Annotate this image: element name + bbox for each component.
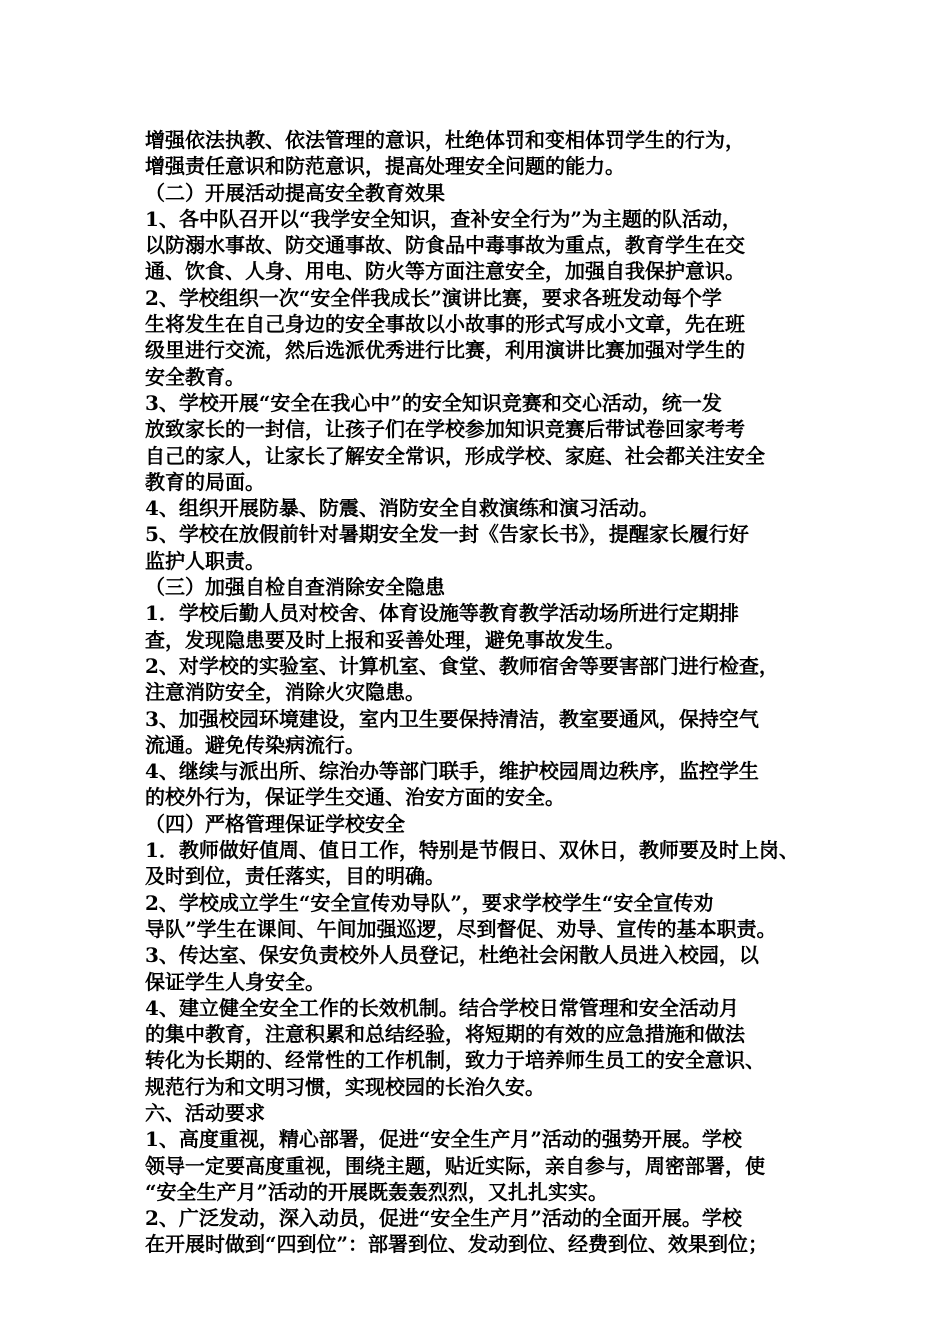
text-line: 级里进行交流，然后选派优秀进行比赛，利用演讲比赛加强对学生的 xyxy=(145,338,745,363)
section-heading: （四）严格管理保证学校安全 xyxy=(145,811,405,836)
section-heading: （三）加强自检自查消除安全隐患 xyxy=(145,575,445,600)
text-line: 流通。避免传染病流行。 xyxy=(145,732,365,757)
text-line: 保证学生人身安全。 xyxy=(145,969,325,994)
text-line: 增强责任意识和防范意识，提高处理安全问题的能力。 xyxy=(145,154,625,179)
section-heading: （二）开展活动提高安全教育效果 xyxy=(145,180,445,205)
text-line: 1．教师做好值周、值日工作，特别是节假日、双休日，教师要及时上岗、 xyxy=(145,838,799,863)
text-line: 规范行为和文明习惯，实现校园的长治久安。 xyxy=(145,1074,545,1099)
text-line: 3、加强校园环境建设，室内卫生要保持清洁，教室要通风，保持空气 xyxy=(145,706,759,731)
text-line: 在开展时做到“四到位”：部署到位、发动到位、经费到位、效果到位； xyxy=(145,1232,769,1257)
text-line: 自己的家人，让家长了解安全常识，形成学校、家庭、社会都关注安全 xyxy=(145,443,765,468)
text-line: 注意消防安全，消除火灾隐患。 xyxy=(145,680,425,705)
text-line: 以防溺水事故、防交通事故、防食品中毒事故为重点，教育学生在交 xyxy=(145,233,745,258)
section-heading: 六、活动要求 xyxy=(145,1100,265,1125)
text-line: 2、学校组织一次“安全伴我成长”演讲比赛，要求各班发动每个学 xyxy=(145,285,722,310)
text-line: 3、学校开展“安全在我心中”的安全知识竞赛和交心活动，统一发 xyxy=(145,390,722,415)
document-body xyxy=(145,127,835,1258)
text-line: 1．学校后勤人员对校舍、体育设施等教育教学活动场所进行定期排 xyxy=(145,601,739,626)
text-line: 2、学校成立学生“安全宣传劝导队”，要求学校学生“安全宣传劝 xyxy=(145,890,714,915)
text-line: 放致家长的一封信，让孩子们在学校参加知识竞赛后带试卷回家考考 xyxy=(145,417,745,442)
text-line: 2、对学校的实验室、计算机室、食堂、教师宿舍等要害部门进行检查， xyxy=(145,653,779,678)
text-line: 生将发生在自己身边的安全事故以小故事的形式写成小文章，先在班 xyxy=(145,312,745,337)
text-line: 转化为长期的、经常性的工作机制，致力于培养师生员工的安全意识、 xyxy=(145,1048,765,1073)
text-line: 导队”学生在课间、午间加强巡逻，尽到督促、劝导、宣传的基本职责。 xyxy=(145,916,777,941)
text-line: 查，发现隐患要及时上报和妥善处理，避免事故发生。 xyxy=(145,627,625,652)
text-line: 增强依法执教、依法管理的意识，杜绝体罚和变相体罚学生的行为， xyxy=(145,128,745,152)
text-line: 的集中教育，注意积累和总结经验，将短期的有效的应急措施和做法 xyxy=(145,1022,745,1047)
text-line: 教育的局面。 xyxy=(145,469,265,494)
text-line: 2、广泛发动，深入动员，促进“安全生产月”活动的全面开展。学校 xyxy=(145,1206,742,1231)
text-line: 及时到位，责任落实，目的明确。 xyxy=(145,864,445,889)
text-line: 5、学校在放假前针对暑期安全发一封《告家长书》，提醒家长履行好 xyxy=(145,522,749,547)
text-line: 4、建立健全安全工作的长效机制。结合学校日常管理和安全活动月 xyxy=(145,995,739,1020)
text-line: 安全教育。 xyxy=(145,364,245,389)
text-line: 4、继续与派出所、综治办等部门联手，维护校园周边秩序，监控学生 xyxy=(145,759,759,784)
text-line: 通、饮食、人身、用电、防火等方面注意安全，加强自我保护意识。 xyxy=(145,259,745,284)
text-line: 的校外行为，保证学生交通、治安方面的安全。 xyxy=(145,785,565,810)
text-line: 领导一定要高度重视，围绕主题，贴近实际，亲自参与，周密部署，使 xyxy=(145,1153,765,1178)
text-line: “安全生产月”活动的开展既轰轰烈烈，又扎扎实实。 xyxy=(145,1179,609,1204)
text-line: 4、组织开展防暴、防震、消防安全自救演练和演习活动。 xyxy=(145,496,659,521)
text-line: 3、传达室、保安负责校外人员登记，杜绝社会闲散人员进入校园，以 xyxy=(145,943,759,968)
text-line: 监护人职责。 xyxy=(145,548,265,573)
text-line: 1、各中队召开以“我学安全知识，查补安全行为”为主题的队活动， xyxy=(145,206,742,231)
text-line: 1、高度重视，精心部署，促进“安全生产月”活动的强势开展。学校 xyxy=(145,1127,742,1152)
